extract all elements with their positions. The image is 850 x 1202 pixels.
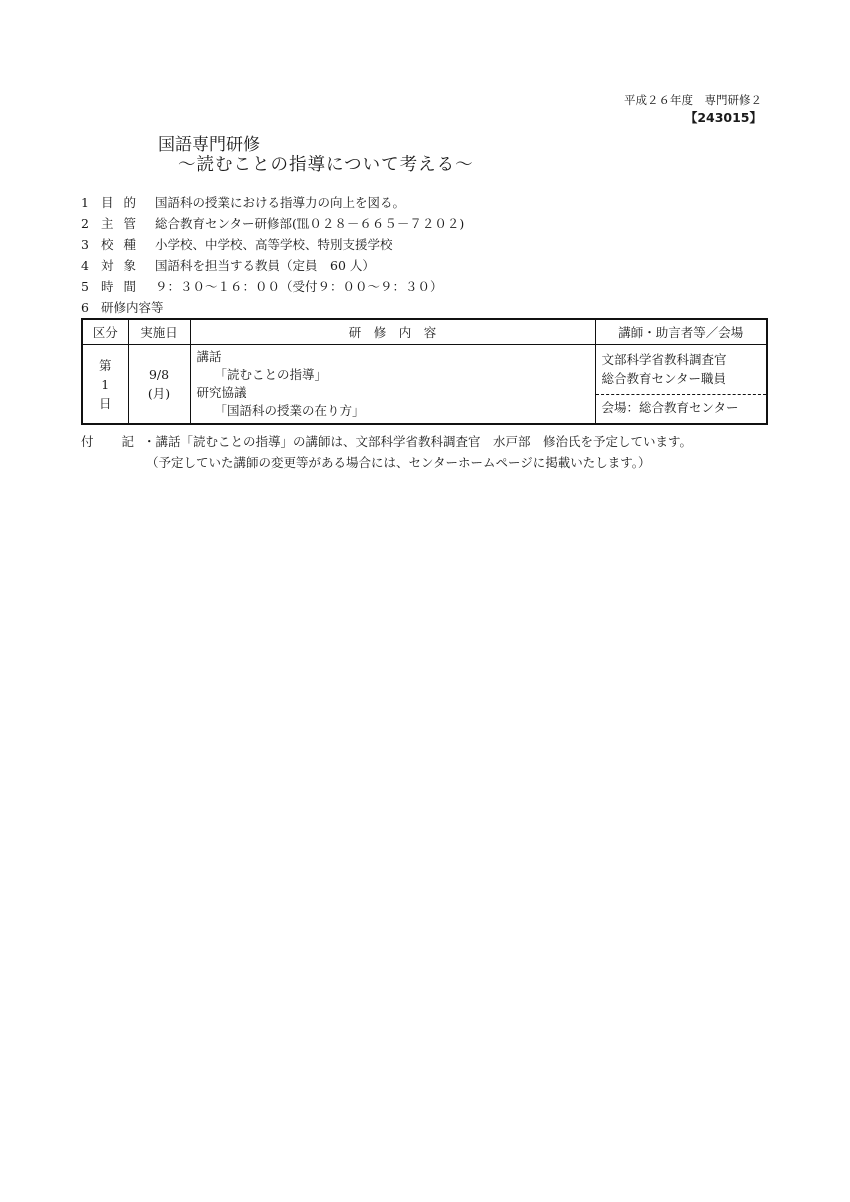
column-header-category: 区分 [82,319,128,345]
weekday-value: (月) [147,386,171,401]
item-number: 4 [81,258,89,273]
note-text: ・講話「読むことの指導」の講師は、文部科学省教科調査官 水戸部 修治氏を予定しています。 [143,434,693,449]
item-value: 国語科を担当する教員（定員 60 人） [155,258,375,273]
list-item-purpose [81,193,464,214]
list-item-time [81,277,464,298]
supplementary-note [81,432,692,452]
content-cell [190,345,595,425]
item-value: ９：３０～１６：００（受付９：００～９：３０） [155,279,443,294]
list-item-school-type [81,235,464,256]
supplementary-note-detail: （予定していた講師の変更等がある場合には、センターホームページに掲載いたします。） [146,455,651,470]
list-item-target [81,256,464,277]
item-label: 目 的 [101,195,139,210]
list-item-organizer [81,214,464,235]
fiscal-year-label: 平成２６年度 専門研修２ [624,93,762,107]
lecturer-list [596,345,767,394]
item-label: 対 象 [101,258,139,273]
lecturer-name: 文部科学省教科調査官 [601,352,727,367]
item-label: 時 間 [101,279,139,294]
item-number: 5 [81,279,89,294]
date-value: 9/8 [148,367,170,382]
content-line: 「読むことの指導」 [214,367,328,382]
page-subtitle: ～読むことの指導について考える～ [178,155,474,175]
item-value: 小学校、中学校、高等学校、特別支援学校 [155,237,393,252]
overview-list [81,193,464,319]
content-line: 研究協議 [196,385,247,400]
item-number: 3 [81,237,89,252]
date-cell [128,345,190,425]
day-label-part: 1 [101,376,110,392]
page-title: 国語専門研修 [158,135,260,155]
content-line: 「国語科の授業の在り方」 [214,403,365,418]
column-header-lecturer: 講師・助言者等／会場 [595,319,767,345]
note-label: 付 記 [81,434,146,449]
table-row [82,345,767,425]
day-cell [82,345,128,425]
item-number: 2 [81,216,89,231]
table-header-row [82,319,767,345]
lecturer-name: 総合教育センター職員 [601,371,727,386]
item-number: 1 [81,195,89,210]
venue-label: 会場：総合教育センター [596,394,767,421]
column-header-date: 実施日 [128,319,190,345]
content-line: 講話 [196,349,222,364]
column-header-content: 研 修 内 容 [190,319,595,345]
item-value: 国語科の授業における指導力の向上を図る。 [155,195,406,210]
schedule-table [81,318,768,425]
item-value: 総合教育センター研修部(℡０２８－６６５－７２０２) [155,216,465,231]
item-number: 6 [81,300,89,315]
day-label-part: 日 [98,395,112,411]
item-label: 主 管 [101,216,139,231]
course-code: 【243015】 [684,110,762,125]
item-label: 研修内容等 [101,300,164,315]
lecturer-cell [595,345,767,425]
list-item-contents [81,298,464,319]
item-label: 校 種 [101,237,139,252]
day-label-part: 第 [98,357,112,373]
